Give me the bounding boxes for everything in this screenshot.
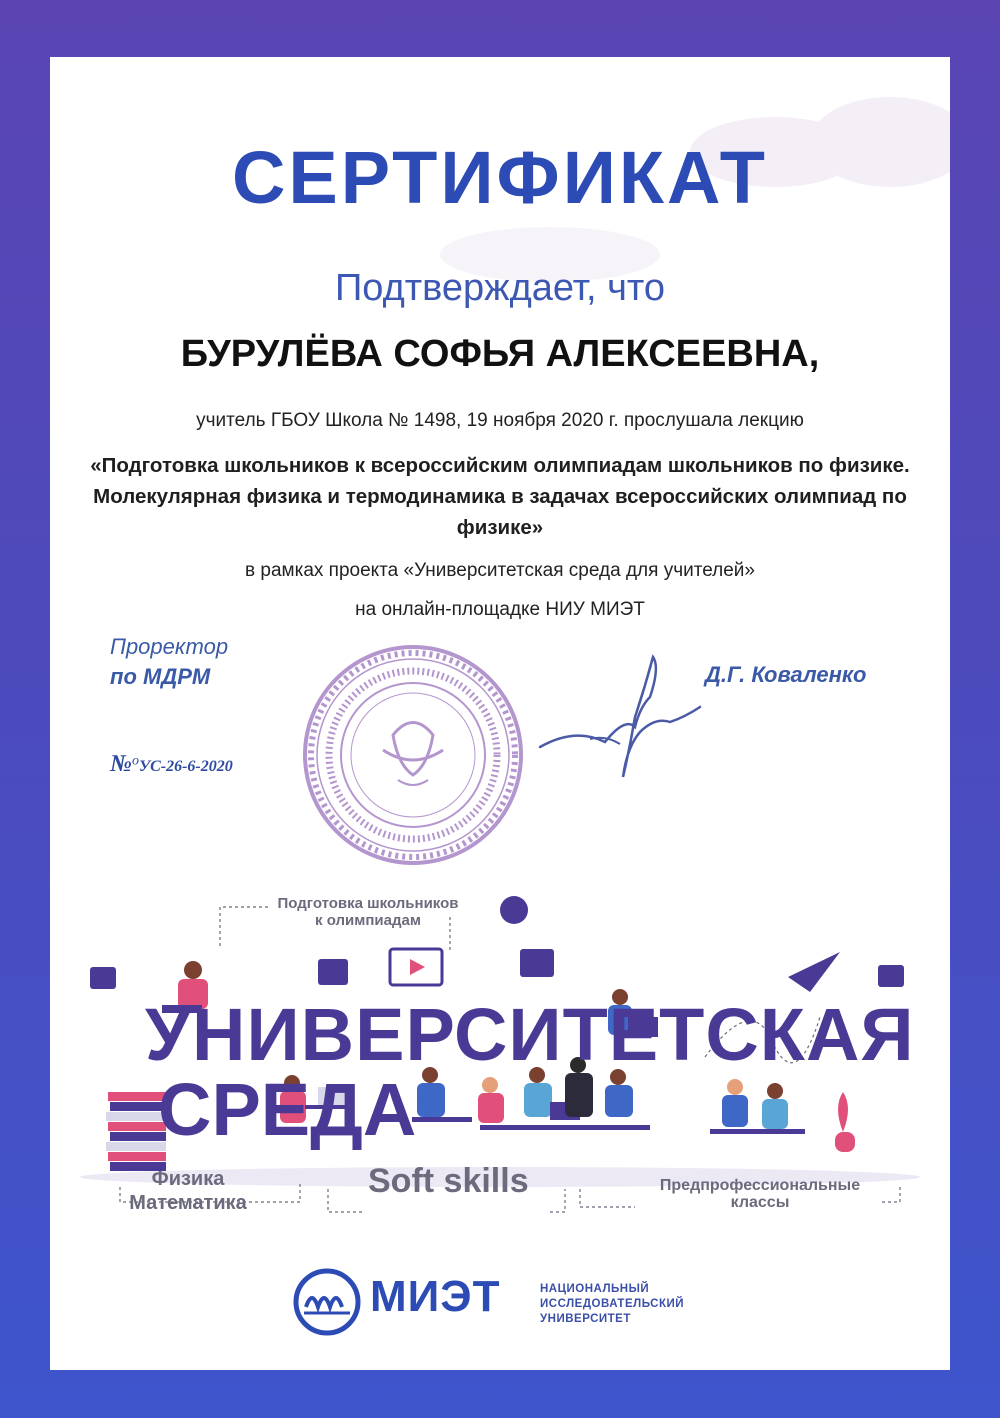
preprof-line-1: Предпрофессиональные [659, 1177, 861, 1194]
position-line-1: Проректор [110, 634, 229, 659]
recipient-details: учитель ГБОУ Школа № 1498, 19 ноября 2020 г. прослушала лекцию [196, 410, 804, 431]
banner-prep-label [268, 895, 468, 929]
signature-scribble [535, 647, 705, 787]
platform-text: на онлайн-площадке НИУ МИЭТ [355, 599, 645, 620]
prep-line-2: к олимпиадам [315, 912, 421, 929]
banner-subjects-label [118, 1167, 258, 1215]
banner-preprof-label [640, 1177, 880, 1211]
logo-wordmark: МИЭТ [370, 1272, 501, 1321]
prep-line-1: Подготовка школьников [277, 895, 459, 912]
subject-line-2: Математика [129, 1192, 247, 1214]
project-text: в рамках проекта «Университетская среда для учителей» [245, 560, 755, 581]
preprof-line-2: классы [730, 1194, 790, 1211]
official-seal [298, 640, 528, 870]
banner-heading-line-2: СРЕДА [158, 1068, 417, 1151]
logo-subtitle [540, 1282, 684, 1327]
banner-heading-line-1: УНИВЕРСИТЕТСКАЯ [145, 993, 915, 1076]
certificate-sheet [50, 57, 950, 1370]
miet-logo-icon [292, 1267, 362, 1337]
certificate-code: УС-26-6-2020 [138, 758, 233, 775]
logo-sub-line-1: НАЦИОНАЛЬНЫЙ [540, 1283, 650, 1295]
confirms-text: Подтверждает, что [334, 267, 666, 309]
number-sign: № [110, 751, 132, 777]
subject-line-1: Физика [151, 1168, 225, 1190]
banner-soft-skills-label: Soft skills [368, 1162, 529, 1200]
certificate-number: №$^o$УС-26-6-2020 [110, 751, 233, 777]
signatory-position [110, 632, 228, 692]
lecture-title: «Подготовка школьников к всероссийским олимпиадам школьников по физике. Молекулярная физика и термодинамика в задачах всероссийских олимпиад по физике» [90, 454, 910, 539]
logo-sub-line-2: ИССЛЕДОВАТЕЛЬСКИЙ [540, 1298, 685, 1310]
signatory-name: Д.Г. Коваленко [705, 662, 867, 687]
position-line-2: по МДРМ [110, 664, 211, 689]
logo-sub-line-3: УНИВЕРСИТЕТ [540, 1313, 631, 1325]
certificate-title: СЕРТИФИКАТ [231, 136, 769, 219]
recipient-name: БУРУЛЁВА СОФЬЯ АЛЕКСЕЕВНА, [180, 333, 820, 375]
